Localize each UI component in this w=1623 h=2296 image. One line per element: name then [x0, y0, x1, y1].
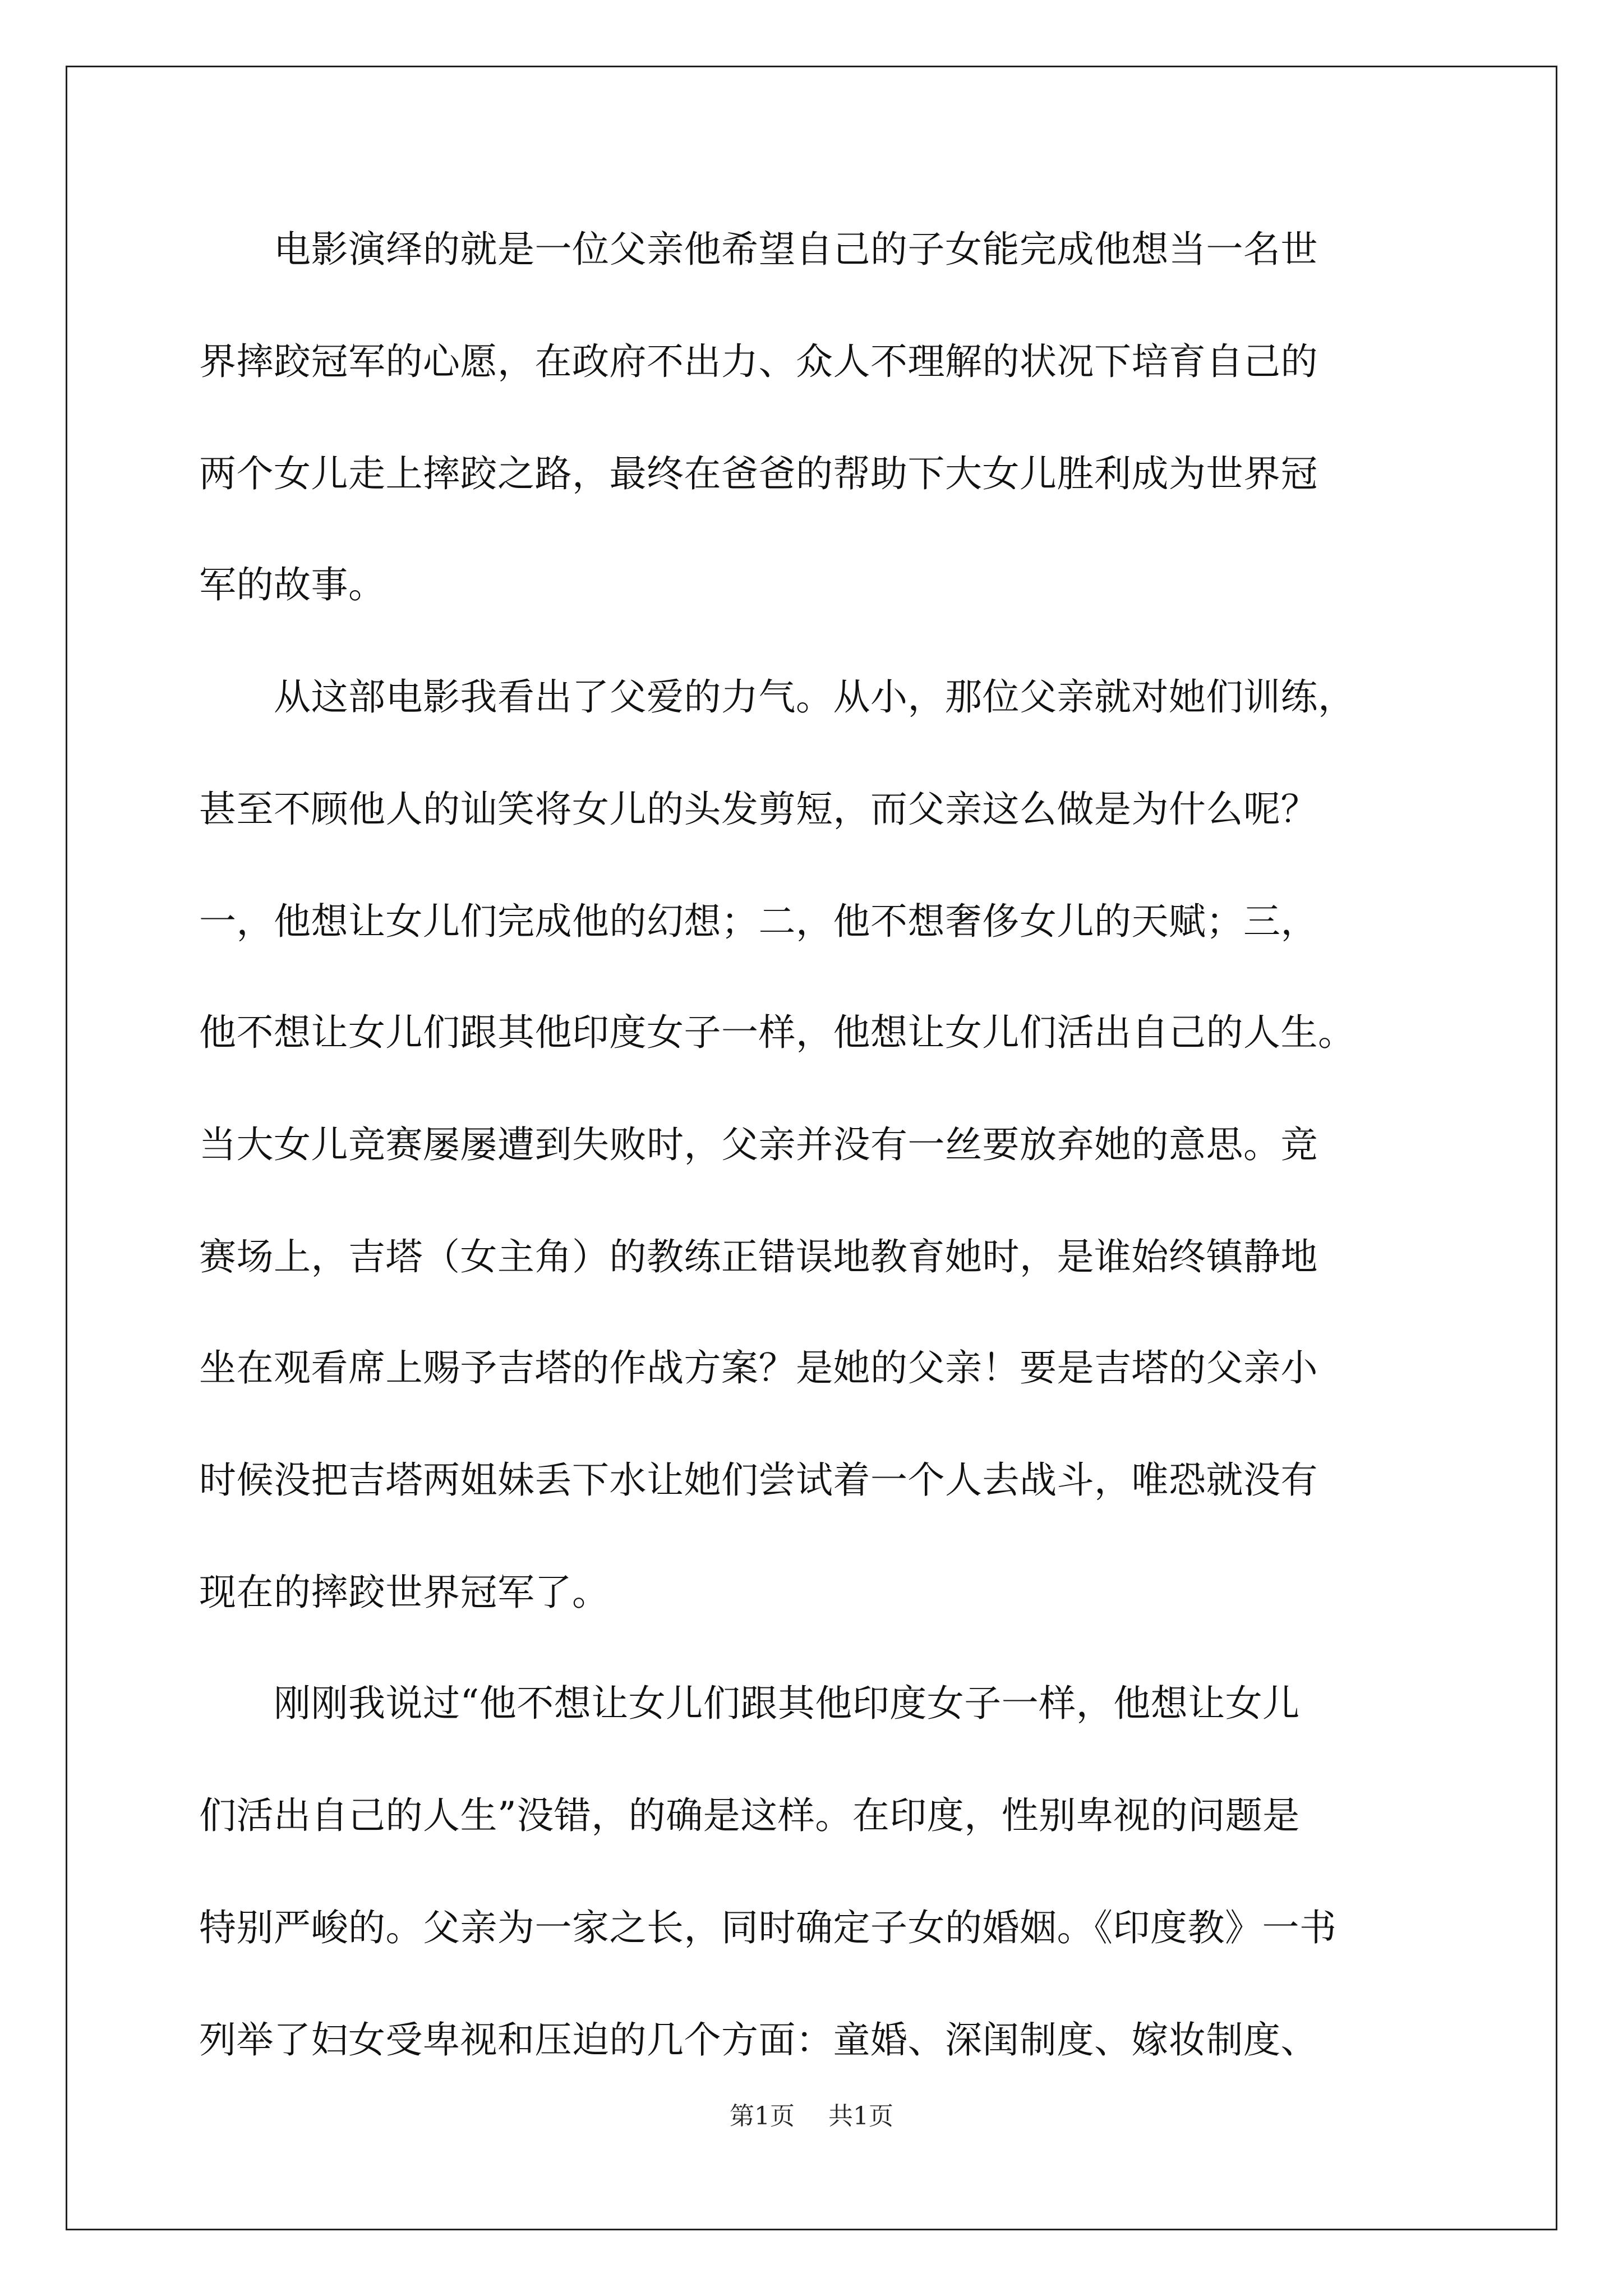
text-line: 们活出自己的人生”没错，的确是这样。在印度，性别卑视的问题是 — [199, 1794, 1300, 1837]
text-line: 刚刚我说过“他不想让女儿们跟其他印度女子一样，他想让女儿 — [199, 1682, 1300, 1725]
text-line: 电影演绎的就是一位父亲他希望自己的子女能完成他想当一名世 — [199, 228, 1318, 271]
text-line: 特别严峻的。父亲为一家之长，同时确定子女的婚姻。《印度教》一书 — [199, 1906, 1337, 1949]
text-line: 坐在观看席上赐予吉塔的作战方案？是她的父亲！要是吉塔的父亲小 — [199, 1346, 1318, 1389]
text-line: 一，他想让女儿们完成他的幻想；二，他不想奢侈女儿的天赋；三， — [199, 900, 1318, 943]
text-line: 时候没把吉塔两姐妹丢下水让她们尝试着一个人去战斗，唯恐就没有 — [199, 1458, 1318, 1502]
page-total: 共1页 — [828, 2102, 893, 2131]
text-line: 他不想让女儿们跟其他印度女子一样，他想让女儿们活出自己的人生。 — [199, 1011, 1355, 1054]
text-line: 列举了妇女受卑视和压迫的几个方面：童婚、深闺制度、嫁妆制度、 — [199, 2018, 1318, 2062]
text-line: 甚至不顾他人的讪笑将女儿的头发剪短，而父亲这么做是为什么呢？ — [199, 788, 1318, 831]
page-number: 第1页 — [730, 2102, 795, 2131]
text-line: 当大女儿竞赛屡屡遭到失败时，父亲并没有一丝要放弃她的意思。竞 — [199, 1123, 1318, 1166]
text-line: 界摔跤冠军的心愿，在政府不出力、众人不理解的状况下培育自己的 — [199, 340, 1318, 383]
text-line: 现在的摔跤世界冠军了。 — [199, 1571, 610, 1614]
text-line: 赛场上，吉塔（女主角）的教练正错误地教育她时，是谁始终镇静地 — [199, 1235, 1318, 1278]
text-line: 军的故事。 — [199, 563, 386, 606]
text-line: 两个女儿走上摔跤之路，最终在爸爸的帮助下大女儿胜利成为世界冠 — [199, 452, 1318, 495]
text-line: 从这部电影我看出了父爱的力气。从小，那位父亲就对她们训练， — [199, 675, 1355, 719]
page-footer — [0, 2101, 1623, 2132]
